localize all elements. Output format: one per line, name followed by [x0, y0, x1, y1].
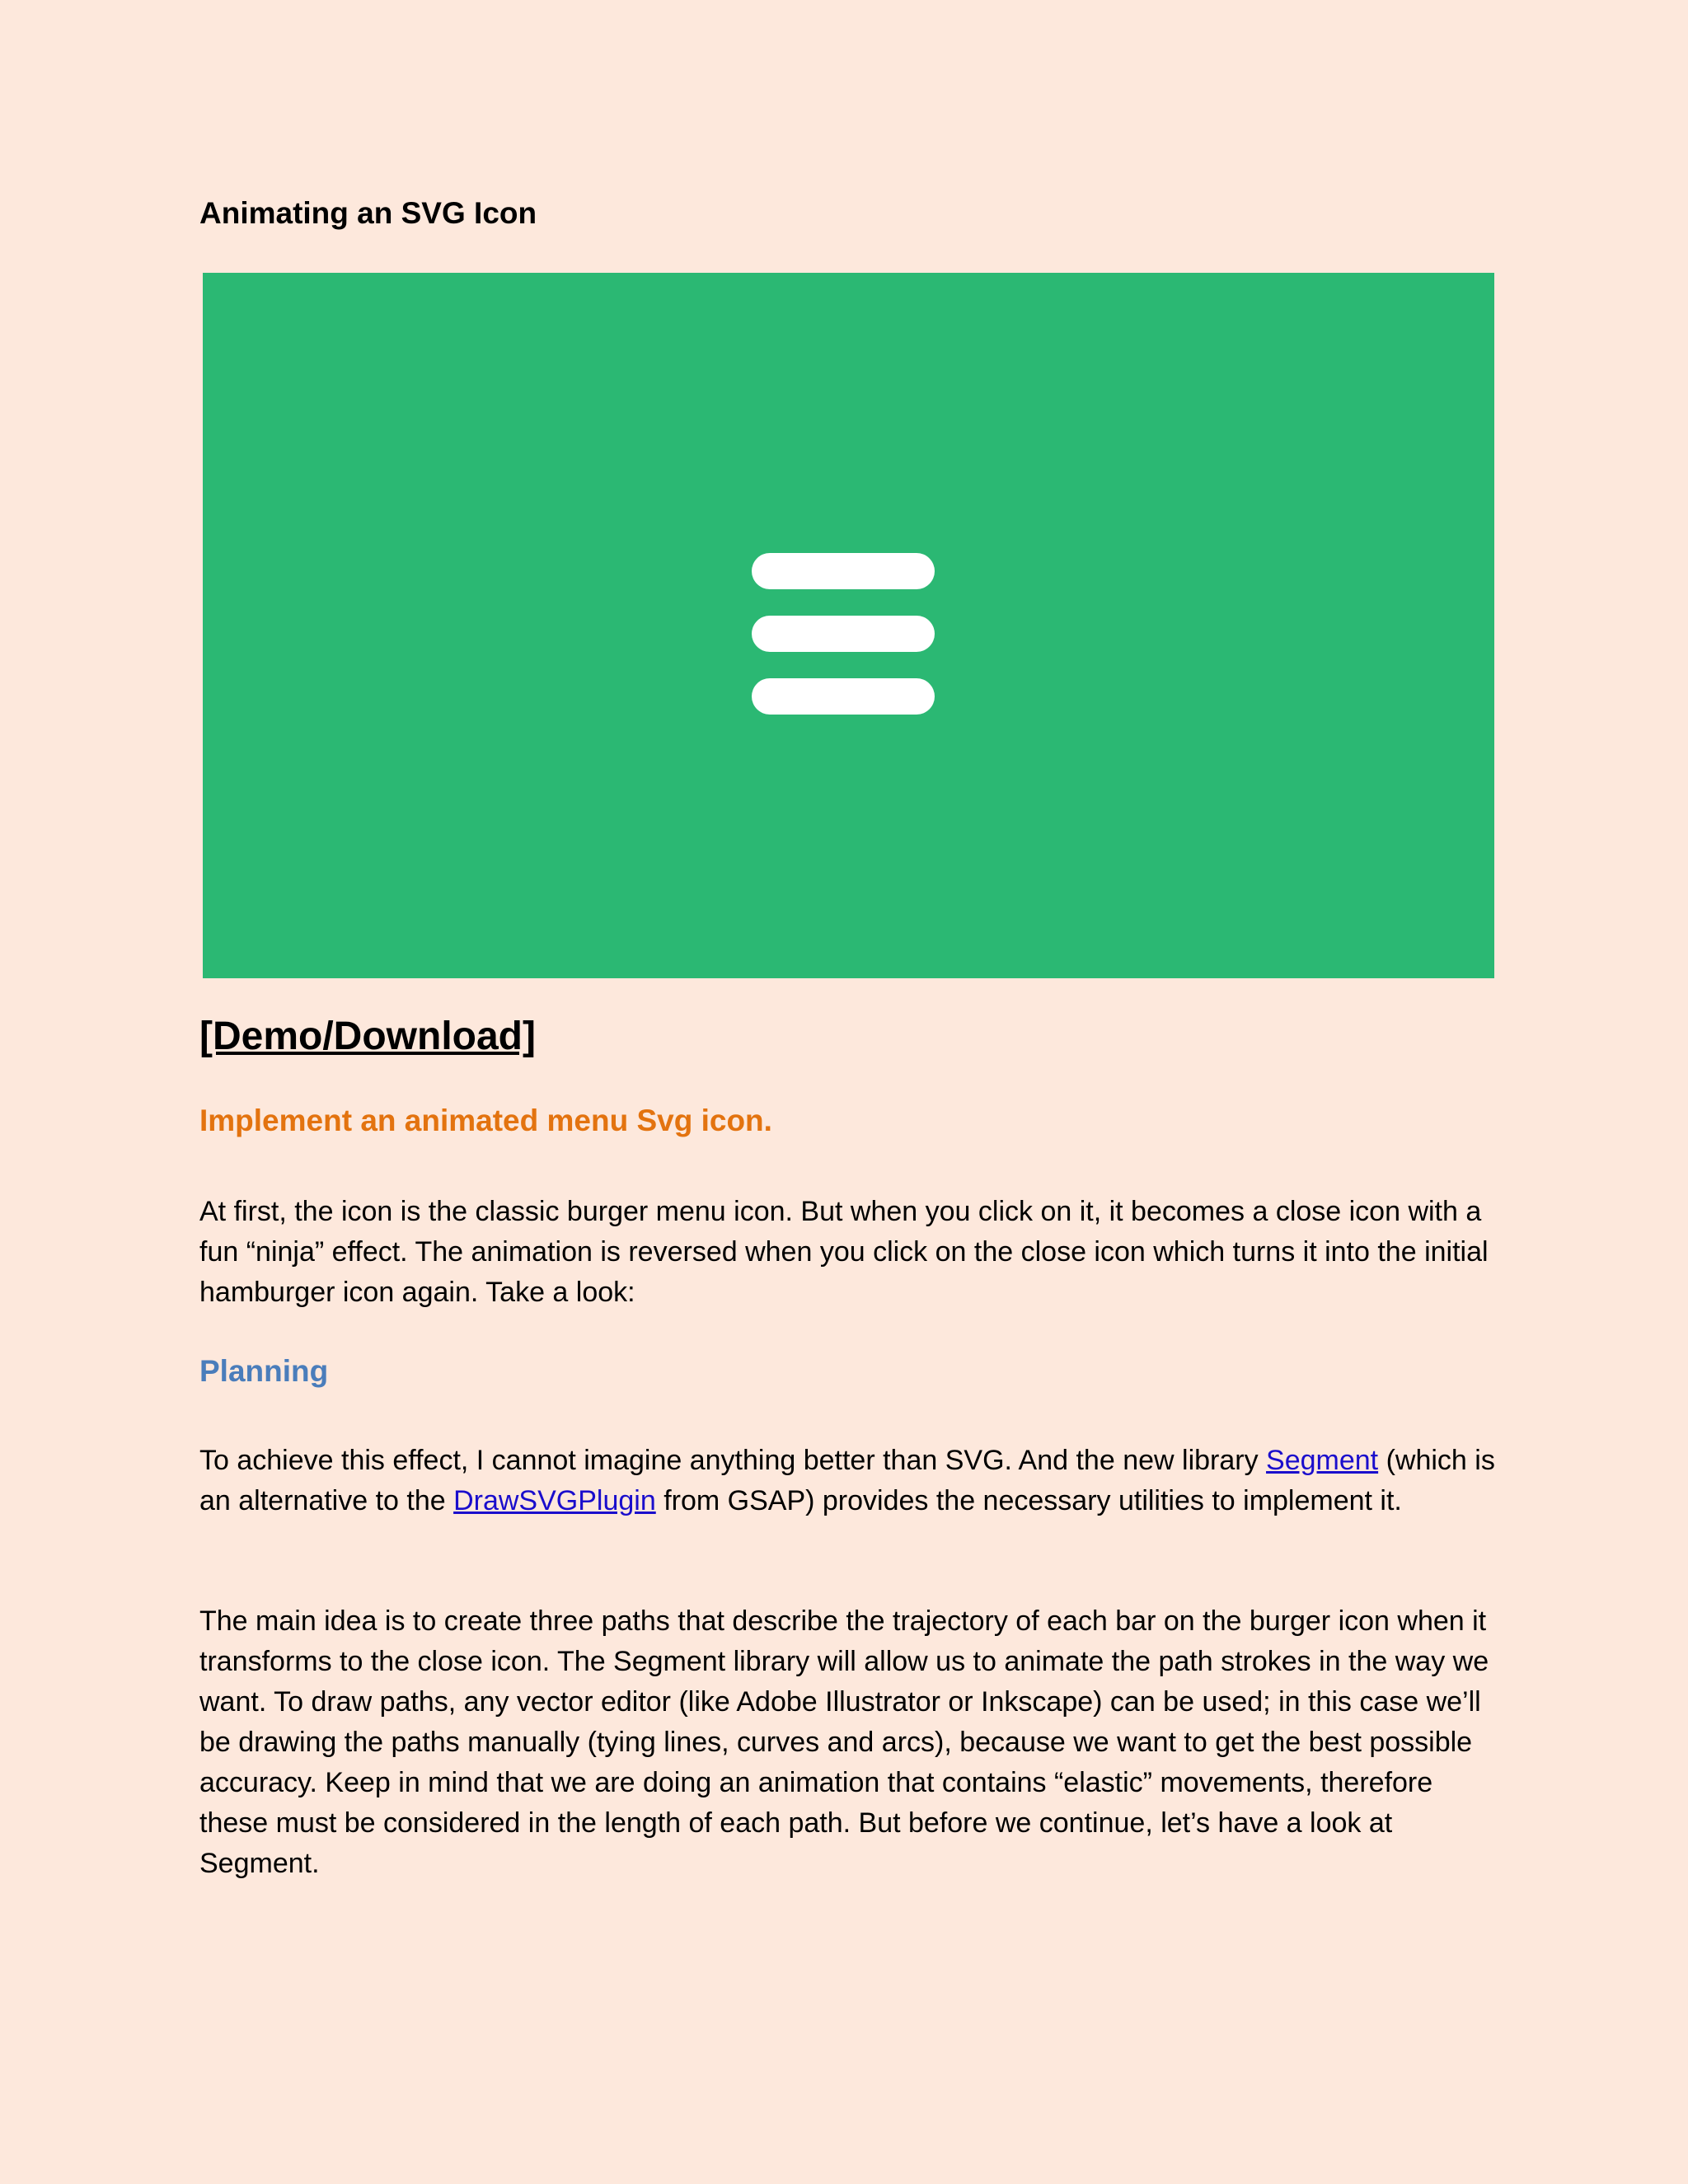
planning-text-middle: (which is an alternative to the [199, 1445, 1495, 1516]
drawsvgplugin-link[interactable]: DrawSVGPlugin [453, 1485, 656, 1516]
page-title: Animating an SVG Icon [199, 196, 537, 230]
demo-download-link[interactable]: [Demo/Download] [199, 1015, 536, 1058]
planning-heading: Planning [199, 1354, 329, 1388]
section-subheading: Implement an animated menu Svg icon. [199, 1104, 772, 1137]
burger-bar-top [752, 553, 935, 589]
planning-paragraph [199, 1441, 1502, 1521]
demo-image [203, 273, 1494, 978]
intro-paragraph: At first, the icon is the classic burger menu icon. But when you click on it, it becomes a close icon with a fun “ninja” effect. The animation is reversed when you click on the close icon which turns it into the initial hamburger icon again. Take a look: [199, 1196, 1489, 1308]
burger-bar-bottom [752, 678, 935, 715]
planning-text-end: from GSAP) provides the necessary utilities to implement it. [655, 1485, 1402, 1516]
burger-bar-middle [752, 616, 935, 652]
hamburger-menu-icon[interactable] [752, 553, 935, 715]
main-idea-paragraph: The main idea is to create three paths that describe the trajectory of each bar on the burger icon when it transforms to the close icon. The Segment library will allow us to animate the path strokes in the way we want. To draw paths, any vector editor (like Adobe Illustrator or Inkscape) can be used; in this case we’ll be drawing the paths manually (tying lines, curves and arcs), because we want to get the best possible accuracy. Keep in mind that we are doing an animation that contains “elastic” movements, therefore these must be considered in the length of each path. But before we continue, let’s have a look at Segment. [199, 1605, 1489, 1879]
planning-text-start: To achieve this effect, I cannot imagine anything better than SVG. And the new library [199, 1445, 1267, 1476]
segment-link[interactable]: Segment [1266, 1445, 1379, 1476]
